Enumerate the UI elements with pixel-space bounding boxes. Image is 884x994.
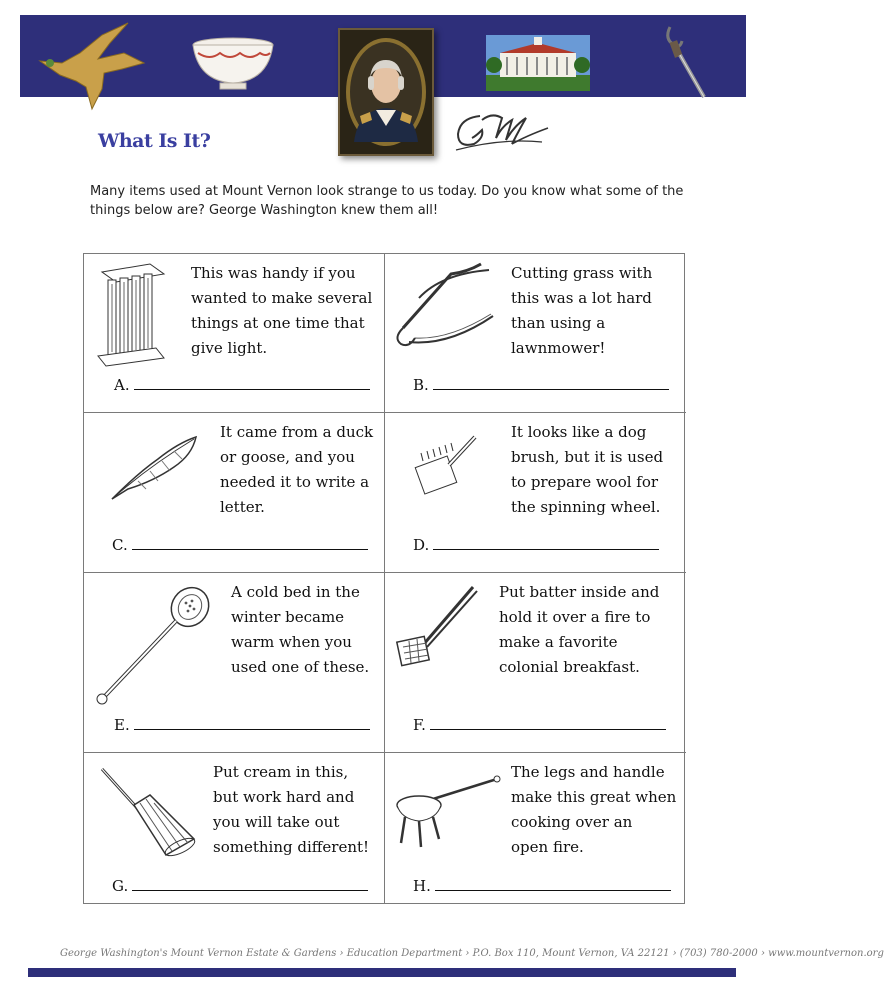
answer-blank-f[interactable] — [430, 715, 666, 730]
answer-letter: A. — [114, 376, 130, 394]
clue-line: wanted to make several — [191, 289, 373, 307]
wool-card-icon — [413, 431, 483, 501]
quiz-cell-c — [84, 413, 385, 573]
quiz-cell-e — [84, 573, 385, 753]
clue-line: to prepare wool for — [511, 473, 659, 491]
answer-blank-b[interactable] — [433, 375, 669, 390]
answer-letter: G. — [112, 877, 129, 895]
clue-line: or goose, and you — [220, 448, 355, 466]
clue-line: something different! — [213, 838, 370, 856]
clue-line: letter. — [220, 498, 265, 516]
clue-line: brush, but it is used — [511, 448, 664, 466]
clue-line: Put batter inside and — [499, 583, 660, 601]
quiz-cell-b — [385, 254, 686, 413]
bed-warmer-icon — [92, 581, 216, 711]
answer-letter: C. — [112, 536, 128, 554]
bowl-icon — [190, 37, 276, 91]
quiz-grid — [83, 253, 685, 904]
intro-text: Many items used at Mount Vernon look strange to us today. Do you know what some of the things below are? George Washington knew them all! — [90, 184, 684, 218]
spider-skillet-icon — [393, 769, 503, 859]
page-title: What Is It? — [98, 130, 211, 152]
footer-text: George Washington's Mount Vernon Estate & Gardens › Education Department › P.O. Box 110, Mount Vernon, VA 22121 › (703) 780-2000 › www.mountvernon.org — [60, 948, 884, 959]
gw-signature — [452, 108, 552, 154]
clue-line: the spinning wheel. — [511, 498, 661, 516]
clue-line: make this great when — [511, 788, 677, 806]
clue-line: This was handy if you — [191, 264, 356, 282]
clue-line: winter became — [231, 608, 345, 626]
answer-blank-d[interactable] — [433, 535, 659, 550]
clue-line: make a favorite — [499, 633, 618, 651]
answer-blank-a[interactable] — [134, 375, 370, 390]
answer-blank-e[interactable] — [134, 715, 370, 730]
mansion-icon — [486, 35, 590, 91]
clue-line: colonial breakfast. — [499, 658, 640, 676]
clue-line: It came from a duck — [220, 423, 374, 441]
clue-line: cooking over an — [511, 813, 633, 831]
answer-blank-h[interactable] — [435, 876, 671, 891]
clue-line: open fire. — [511, 838, 584, 856]
quiz-cell-h — [385, 753, 686, 904]
clue-line: things at one time that — [191, 314, 365, 332]
clue-line: The legs and handle — [511, 763, 665, 781]
clue-line: this was a lot hard — [511, 289, 652, 307]
footer-bar — [28, 968, 736, 977]
answer-letter: E. — [114, 716, 130, 734]
clue-line: Put cream in this, — [213, 763, 349, 781]
candle-mold-icon — [94, 260, 166, 368]
clue-line: give light. — [191, 339, 268, 357]
answer-letter: D. — [413, 536, 430, 554]
clue-line: but work hard and — [213, 788, 355, 806]
clue-line: It looks like a dog — [511, 423, 647, 441]
answer-letter: F. — [413, 716, 426, 734]
clue-line: Cutting grass with — [511, 264, 653, 282]
waffle-iron-icon — [393, 581, 483, 681]
clue-line: than using a — [511, 314, 606, 332]
clue-line: warm when you — [231, 633, 352, 651]
clue-line: used one of these. — [231, 658, 370, 676]
quill-icon — [108, 433, 198, 503]
clue-line: lawnmower! — [511, 339, 606, 357]
answer-letter: H. — [413, 877, 431, 895]
butter-churn-icon — [98, 765, 198, 857]
eagle-icon — [32, 23, 150, 113]
clue-line: hold it over a fire to — [499, 608, 651, 626]
clue-line: you will take out — [213, 813, 340, 831]
quiz-cell-a — [84, 254, 385, 413]
quiz-cell-d — [385, 413, 686, 573]
answer-blank-c[interactable] — [132, 535, 368, 550]
quiz-cell-g — [84, 753, 385, 904]
clue-line: A cold bed in the — [231, 583, 360, 601]
clue-line: needed it to write a — [220, 473, 370, 491]
washington-portrait — [338, 28, 434, 156]
answer-blank-g[interactable] — [132, 876, 368, 891]
answer-letter: B. — [413, 376, 429, 394]
quiz-cell-f — [385, 573, 686, 753]
sickle-icon — [389, 258, 501, 358]
sword-icon — [660, 23, 710, 99]
portrait-icon — [340, 30, 432, 154]
